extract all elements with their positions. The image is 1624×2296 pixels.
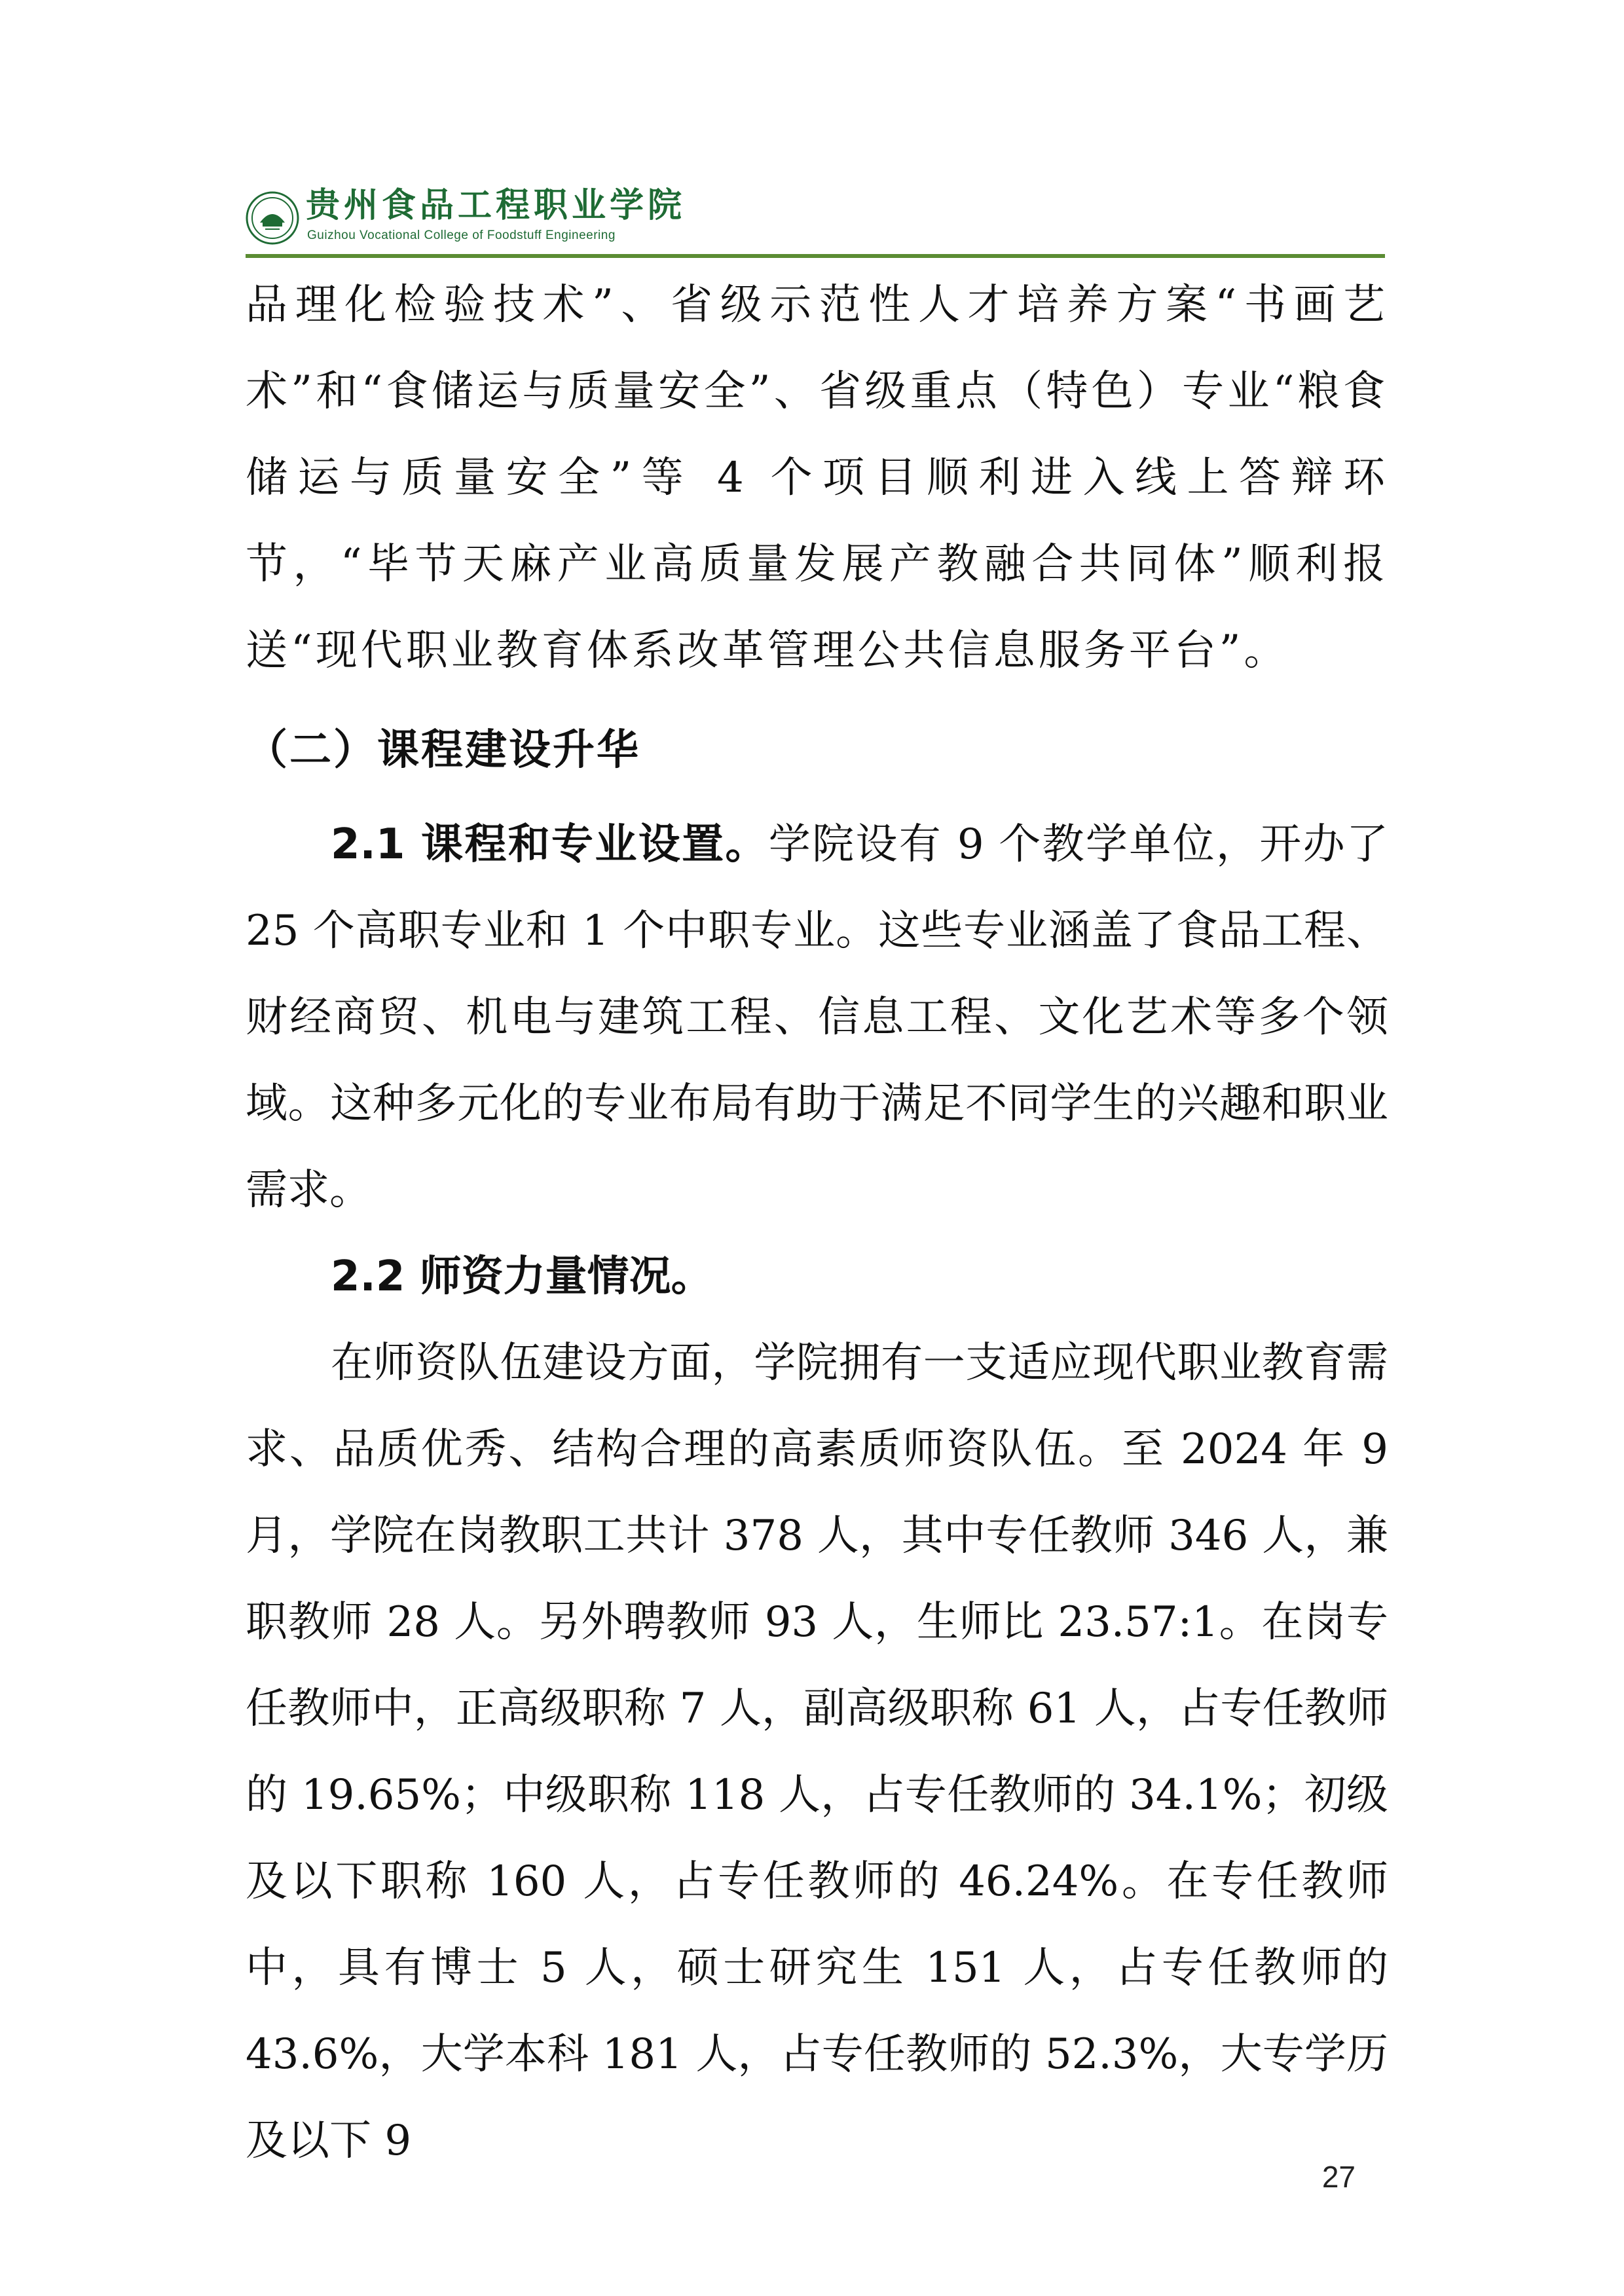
document-body	[246, 262, 1388, 2184]
college-name-cn: 贵州食品工程职业学院	[306, 185, 686, 225]
subsection-2-2-title: 2.2 师资力量情况。	[331, 1252, 713, 1301]
page-number: 27	[1321, 2160, 1356, 2194]
section-heading: （二）课程建设升华	[246, 726, 640, 774]
college-name-en: Guizhou Vocational College of Foodstuff Engineering	[307, 228, 616, 242]
subsection-2-1	[246, 801, 1388, 1233]
subsection-2-1-text: 学院设有 9 个教学单位，开办了 25 个高职专业和 1 个中职专业。这些专业涵盖了食品工程、财经商贸、机电与建筑工程、信息工程、文化艺术等多个领域。这种多元化的专业布局有助于满足不同学生的兴趣和职业需求。	[246, 820, 1389, 1214]
header-divider	[246, 254, 1385, 258]
page-header	[246, 183, 1385, 252]
continued-paragraph: 品理化检验技术”、省级示范性人才培养方案“书画艺术”和“食储运与质量安全”、省级重点（特色）专业“粮食储运与质量安全”等 4 个项目顺利进入线上答辩环节，“毕节天麻产业高质量发展产教融合共同体”顺利报送“现代职业教育体系改革管理公共信息服务平台”。	[246, 281, 1388, 675]
college-seal-icon	[246, 191, 299, 245]
subsection-2-1-title: 2.1 课程和专业设置。	[331, 820, 769, 869]
subsection-2-2-text: 在师资队伍建设方面，学院拥有一支适应现代职业教育需求、品质优秀、结构合理的高素质师资队伍。至 2024 年 9 月，学院在岗教职工共计 378 人，其中专任教师 346 人，兼职教师 28 人。另外聘教师 93 人，生师比 23.57:1。在岗专任教师中，正高级职称 7 人，副高级职称 61 人，占专任教师的 19.65%；中级职称 118 人，占专任教师的 34.1%；初级及以下职称 160 人，占专任教师的 46.24%。在专任教师中，具有博士 5 人，硕士研究生 151 人，占专任教师的 43.6%，大学本科 181 人，占专任教师的 52.3%，大专学历及以下 9	[246, 1339, 1388, 2165]
subsection-2-2-heading	[246, 1233, 1388, 1320]
